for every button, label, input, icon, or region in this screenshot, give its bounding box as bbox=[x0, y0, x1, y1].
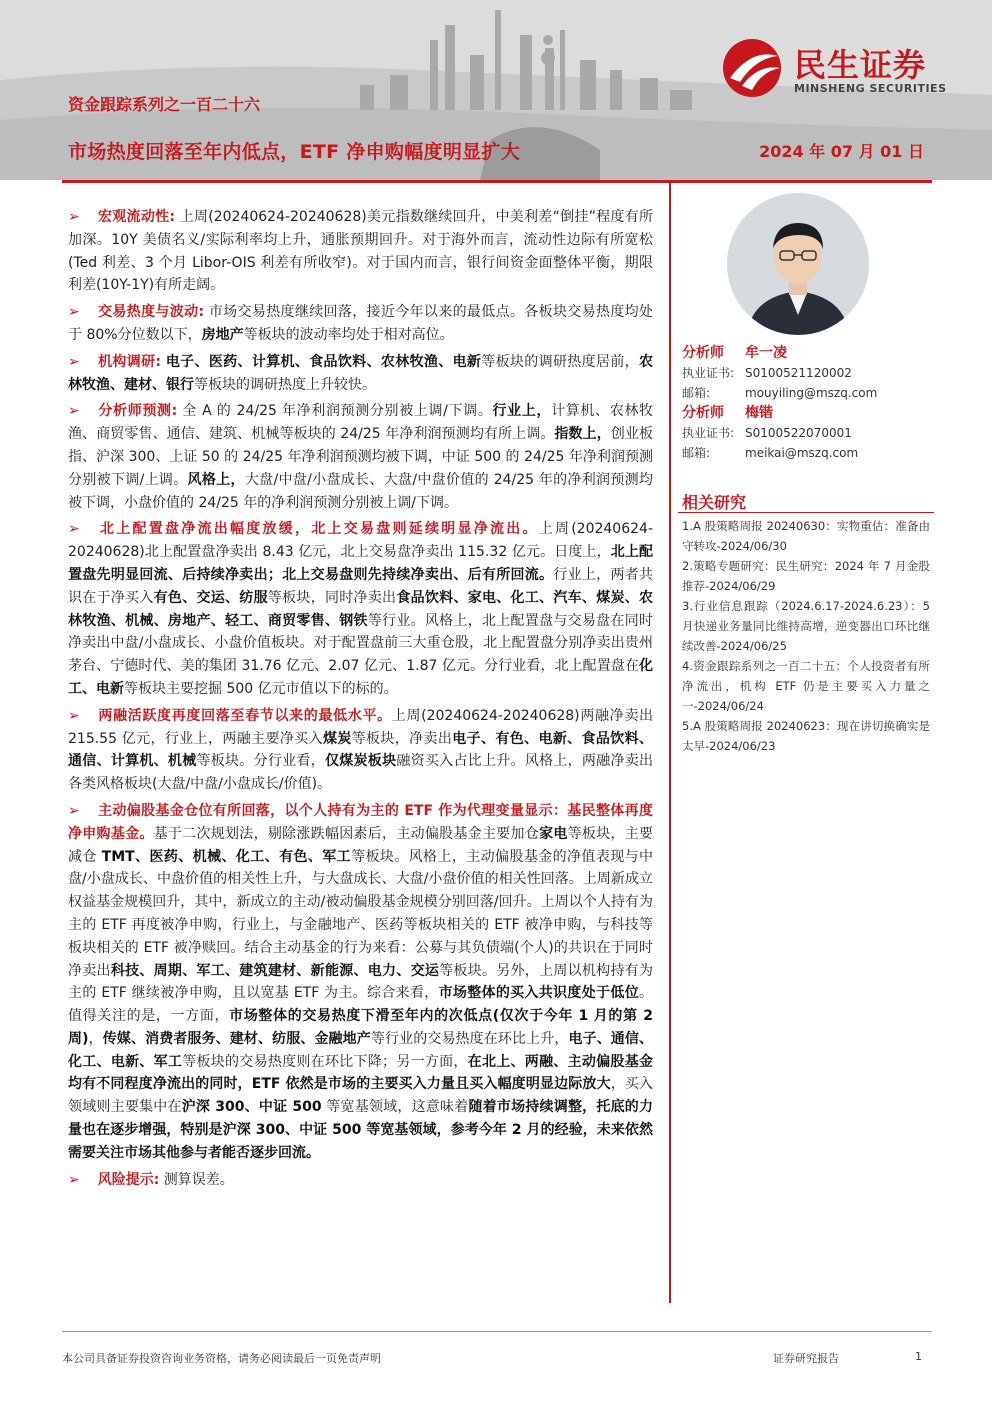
emphasis-text: 家电 bbox=[539, 825, 568, 842]
analyst-name: 梅锴 bbox=[745, 405, 773, 421]
email-label: 邮箱: bbox=[682, 386, 711, 400]
emphasis-text: 随着市场持续调整，托底的力量也在逐步增强，特别是沪深 300、中证 500 等宽基领域，参考今年 2 月的经验，未来依然需要关注市场其他参与者能否逐步回流。 bbox=[68, 1099, 654, 1161]
body-text: 基于二次规划法，剔除涨跌幅因素后，主动偏股基金主要加仓 bbox=[153, 825, 540, 842]
body-text: 等板块。风格上，主动偏股基金的净值表现与中盘/小盘成长、中盘价值的相关性上升，与大盘成长、大盘/小盘价值的相关性回落。上周新成立权益基金规模回升，其中，新成立的主动/被动偏股基金规模分别回落/回升。上周以个人持有为主的 ETF 再度被净申购，行业上，与金融地产、医药等板块相关的 ETF 被净申购，与科技等板块相关的 ETF 被净赎回。结合主动基金的行为来看：公募与其负债端(个人)的共识在于同时净卖出 bbox=[68, 848, 654, 979]
email-label: 邮箱: bbox=[682, 446, 711, 460]
body-text: 等行业的交易热度在环比上升， bbox=[370, 1030, 569, 1047]
header-divider bbox=[62, 180, 932, 183]
summary-paragraph bbox=[68, 1169, 653, 1192]
emphasis-text: 电子、有色、电新、食品饮料、通信、计算机、机械 bbox=[68, 730, 654, 770]
body-text: 计算机、农林牧渔、商贸零售、通信、建筑、机械等板块的 24/25 年净利润预测均有所上调。 bbox=[68, 403, 654, 443]
paragraph-heading: 交易热度与波动: bbox=[97, 304, 205, 321]
analyst-photo bbox=[727, 193, 869, 335]
body-text: 上周(20240624-20240628)两融净卖出 215.55 亿元，行业上，两融主要净买入 bbox=[68, 707, 653, 747]
paragraph-heading: 风险提示: bbox=[97, 1171, 160, 1188]
emphasis-text: 市场整体的交易热度下滑至年内的次低点(仅次于今年 1 月的第 2 周) bbox=[68, 1008, 653, 1047]
cert-label: 执业证书: bbox=[682, 426, 735, 440]
paragraph-heading: 两融活跃度再度回落至春节以来的最低水平。 bbox=[97, 707, 392, 724]
body-text: 大盘/中盘/小盘成长、大盘/中盘价值的 24/25 年的净利润预测均被下调，小盘价值的 24/25 年的净利润预测分别被上调/下调。 bbox=[68, 471, 654, 511]
analyst-card-1 bbox=[682, 342, 942, 404]
summary-paragraph bbox=[68, 301, 653, 347]
related-item[interactable]: 4.资金跟踪系列之一百二十五：个人投资者有所净流出，机构 ETF 仍是主要买入力量之一-2024/06/24 bbox=[682, 659, 930, 713]
summary-paragraph bbox=[68, 800, 653, 1165]
report-title: 市场热度回落至年内低点，ETF 净申购幅度明显扩大 bbox=[68, 141, 521, 163]
related-research-title: 相关研究 bbox=[682, 493, 747, 512]
column-divider bbox=[669, 183, 671, 1303]
page-number: 1 bbox=[915, 1350, 922, 1363]
related-research-list bbox=[682, 516, 930, 756]
summary-paragraph bbox=[68, 206, 653, 297]
bullet-arrow-icon: ➢ bbox=[68, 209, 80, 225]
related-item[interactable]: 5.A 股策略周报 20240623：现在讲切换确实是太早-2024/06/23 bbox=[682, 719, 930, 753]
emphasis-text: 沪深 300、中证 500 bbox=[181, 1099, 322, 1116]
cert-number: S0100521120002 bbox=[745, 366, 852, 380]
paragraph-heading: 宏观流动性: bbox=[97, 209, 175, 225]
body-text: 等板块。分行业看， bbox=[196, 753, 325, 770]
analyst-card-2 bbox=[682, 402, 942, 464]
body-text: 等板块，主要减仓 bbox=[68, 825, 654, 865]
body-text: 市场交易热度继续回落，接近今年以来的最低点。各板块交易热度均处于 80%分位数以下， bbox=[68, 304, 653, 343]
emphasis-text: 市场整体的买入共识度处于低位 bbox=[438, 985, 640, 1002]
body-text: 。值得关注的是，一方面， bbox=[68, 985, 654, 1025]
bullet-arrow-icon: ➢ bbox=[68, 707, 80, 724]
emphasis-text: 北上配置盘先明显回流、后持续净卖出；北上交易盘则先持续净卖出、后有所回流。 bbox=[68, 544, 653, 583]
summary-paragraph bbox=[68, 518, 653, 700]
emphasis-text: 房地产 bbox=[201, 326, 244, 343]
body-text: 等板块。另外，上周以机构持有为主的 ETF 继续被净申购，且以宽基 ETF 为主。综合来看， bbox=[68, 962, 654, 1002]
related-item[interactable]: 1.A 股策略周报 20240630：实物重估：准备由守转攻-2024/06/30 bbox=[682, 519, 930, 553]
bullet-arrow-icon: ➢ bbox=[68, 403, 80, 420]
analyst-role: 分析师 bbox=[682, 345, 724, 361]
paragraph-heading: 北上配置盘净流出幅度放缓，北上交易盘则延续明显净流出。 bbox=[97, 521, 539, 538]
bullet-arrow-icon: ➢ bbox=[68, 802, 80, 819]
series-label: 资金跟踪系列之一百二十六 bbox=[68, 95, 261, 114]
emphasis-text: TMT、医药、机械、化工、有色、军工 bbox=[101, 848, 352, 865]
emphasis-text: 指数上， bbox=[554, 426, 611, 443]
body-text: 测算误差。 bbox=[159, 1171, 234, 1188]
paragraph-heading: 分析师预测: bbox=[97, 403, 178, 420]
body-text: 等板块，净卖出 bbox=[351, 730, 453, 747]
bullet-arrow-icon: ➢ bbox=[68, 353, 80, 370]
footer-divider bbox=[62, 1331, 932, 1332]
body-text: 等板块，同时净卖出 bbox=[267, 589, 397, 606]
company-logo bbox=[722, 38, 972, 98]
emphasis-text: 化工、电新 bbox=[68, 658, 653, 697]
logo-text-en: MINSHENG SECURITIES bbox=[794, 82, 947, 95]
bullet-arrow-icon: ➢ bbox=[68, 521, 80, 538]
body-text: 创业板指、沪深 300、上证 50 的 24/25 年净利润预测均被下调，中证 500 的 24/25 年净利润预测分别被下调/上调。 bbox=[68, 426, 654, 488]
emphasis-text: 科技、周期、军工、建筑建材、新能源、电力、交运 bbox=[110, 962, 440, 979]
related-item[interactable]: 2.策略专题研究：民生研究：2024 年 7 月金股推荐-2024/06/29 bbox=[682, 559, 930, 593]
email-link[interactable]: meikai@mszq.com bbox=[745, 446, 859, 460]
bullet-arrow-icon: ➢ bbox=[68, 304, 80, 321]
related-divider bbox=[678, 512, 934, 513]
report-date: 2024 年 07 月 01 日 bbox=[759, 142, 924, 161]
cert-label: 执业证书: bbox=[682, 366, 735, 380]
body-text: ， bbox=[88, 1030, 103, 1047]
cert-number: S0100522070001 bbox=[745, 426, 852, 440]
logo-text-cn: 民生证券 bbox=[794, 46, 927, 84]
analyst-role: 分析师 bbox=[682, 405, 724, 421]
body-text: 行业上，两者共识在于净买入 bbox=[68, 566, 654, 606]
bullet-arrow-icon: ➢ bbox=[68, 1171, 80, 1188]
emphasis-text: 电子、医药、计算机、食品饮料、农林牧渔、电新 bbox=[165, 353, 482, 370]
summary-paragraph bbox=[68, 400, 653, 514]
summary-paragraph bbox=[68, 705, 653, 796]
footer-report-type: 证券研究报告 bbox=[773, 1352, 839, 1365]
body-text: ，买入领域则主要集中在 bbox=[68, 1076, 653, 1116]
body-text: 全 A 的 24/25 年净利润预测分别被上调/下调。 bbox=[177, 403, 493, 420]
body-text: 等宽基领域，这意味着 bbox=[321, 1099, 469, 1116]
emphasis-text: 传媒、消费者服务、建材、纺服、金融地产 bbox=[102, 1030, 371, 1047]
summary-column bbox=[68, 206, 653, 1195]
emphasis-text: 电子、通信、化工、电新、军工 bbox=[68, 1030, 654, 1070]
related-item[interactable]: 3.行业信息跟踪（2024.6.17-2024.6.23）：5 月快递业务量同比维持高增，逆变器出口环比继续改善-2024/06/25 bbox=[682, 599, 930, 653]
email-link[interactable]: mouyiling@mszq.com bbox=[745, 386, 878, 400]
body-text: 等板块的波动率均处于相对高位。 bbox=[243, 326, 454, 343]
header-banner bbox=[0, 0, 992, 180]
person-portrait-icon bbox=[727, 193, 869, 335]
body-text: 等板块的调研热度居前， bbox=[481, 353, 640, 370]
paragraph-heading: 机构调研: bbox=[97, 353, 162, 370]
emphasis-text: 煤炭 bbox=[322, 730, 352, 747]
body-text: 融资买入占比上升。风格上，两融净卖出各类风格板块(大盘/中盘/小盘成长/价值)。 bbox=[68, 753, 654, 793]
paragraph-heading: 主动偏股基金仓位有所回落，以个人持有为主的 ETF 作为代理变量显示：基民整体再度净申购基金。 bbox=[68, 802, 653, 842]
body-text: 上周(20240624-20240628)美元指数继续回升，中美利差“倒挂”程度有所加深。10Y 美债名义/实际利率均上升，通胀预期回升。对于海外而言，流动性边际有所宽松(Ted 利差、3 个月 Libor-OIS 利差有所收窄)。对于国内而言，银行间资金面整体平衡，期限利差(10Y-1Y)有所走阔。 bbox=[68, 209, 653, 294]
body-text: 等板块的交易热度则在环比下降；另一方面， bbox=[182, 1053, 468, 1070]
body-text: 等板块的调研热度上升较快。 bbox=[194, 376, 376, 393]
emphasis-text: 行业上， bbox=[492, 403, 552, 420]
emphasis-text: 农林牧渔、建材、银行 bbox=[68, 353, 654, 393]
footer-disclaimer: 本公司具备证券投资咨询业务资格，请务必阅读最后一页免责声明 bbox=[62, 1352, 381, 1365]
analyst-name: 牟一凌 bbox=[745, 345, 787, 361]
emphasis-text: 在北上、两融、主动偏股基金均有不同程度净流出的同时，ETF 依然是市场的主要买入力量且买入幅度明显边际放大 bbox=[68, 1053, 654, 1093]
logo-mark-icon bbox=[722, 38, 786, 98]
body-text: 上周(20240624-20240628)北上配置盘净卖出 8.43 亿元，北上交易盘净卖出 115.32 亿元。日度上， bbox=[68, 521, 653, 561]
emphasis-text: 仅煤炭板块 bbox=[324, 753, 397, 770]
body-text: 等板块主要挖掘 500 亿元市值以下的标的。 bbox=[124, 680, 398, 697]
summary-paragraph bbox=[68, 351, 653, 397]
body-text: 等行业。风格上，北上配置盘与交易盘在同时净卖出中盘/小盘成长、小盘价值板块。对于配置盘前三大重仓股，北上配置盘分别净卖出贵州茅台、宁德时代、美的集团 31.76 亿元、2.07 亿元、1.87 亿元。分行业看，北上配置盘在 bbox=[68, 612, 654, 675]
emphasis-text: 风格上， bbox=[187, 471, 245, 488]
emphasis-text: 食品饮料、家电、化工、汽车、煤炭、农林牧渔、机械、房地产、轻工、商贸零售、钢铁 bbox=[68, 589, 654, 629]
emphasis-text: 有色、交运、纺服 bbox=[153, 589, 268, 606]
